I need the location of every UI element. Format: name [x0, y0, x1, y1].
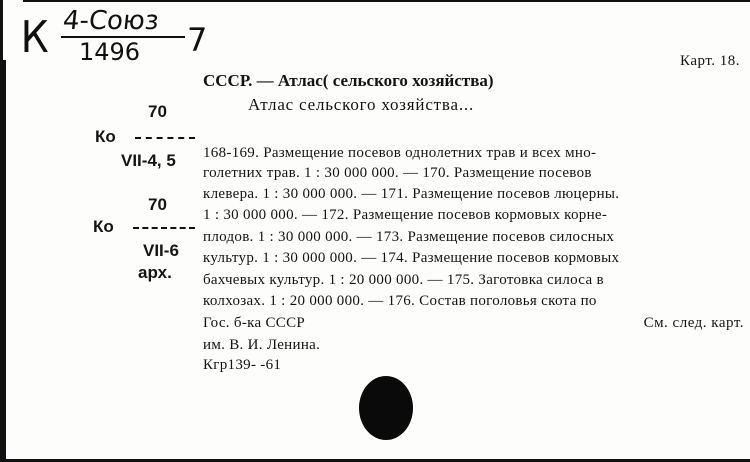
- call-number-1-prefix: Ко: [95, 127, 116, 146]
- handwritten-prefix: К: [20, 12, 49, 63]
- call-number-2-top: 70: [148, 195, 167, 214]
- body-line: 168-169. Размещение посевов однолетних трав и всех мно-: [203, 145, 597, 161]
- body-line: колхозах. 1 : 20 000 000. — 176. Состав поголовья скота по: [203, 293, 597, 309]
- see-next-card-note: См. след. карт.: [643, 315, 744, 331]
- handwritten-suffix: 7: [187, 21, 208, 59]
- body-line: голетних трав. 1 : 30 000 000. — 170. Размещение посевов: [203, 165, 592, 181]
- body-line: клевера. 1 : 30 000 000. — 171. Размещение посевов люцерны.: [203, 186, 620, 202]
- body-line: бахчевых культур. 1 : 20 000 000. — 175. Заготовка силоса в: [203, 272, 604, 288]
- card-left-border: [3, 60, 6, 460]
- library-name-line: им. В. И. Ленина.: [203, 337, 321, 353]
- card-subtitle: Атлас сельского хозяйства...: [248, 95, 474, 114]
- call-number-1-top: 70: [148, 102, 167, 121]
- call-number-1-divider: [135, 137, 195, 139]
- call-number-2-extra: арх.: [138, 263, 172, 282]
- card-title: СССР. — Атлас( сельского хозяйства): [203, 71, 494, 90]
- body-line: плодов. 1 : 30 000 000. — 173. Размещение посевов силосных: [203, 229, 615, 245]
- call-number-2-prefix: Ко: [93, 217, 114, 236]
- card-label: Карт. 18.: [680, 53, 740, 69]
- call-number-2-bottom: VII-6: [143, 241, 179, 260]
- handwritten-numerator: 4-Союз: [61, 6, 161, 36]
- call-number-1-bottom: VII-4, 5: [121, 151, 176, 170]
- body-line: 1 : 30 000 000. — 172. Размещение посевов кормовых корне-: [203, 207, 608, 223]
- handwritten-denominator: 1496: [79, 38, 141, 66]
- call-number-2-divider: [133, 227, 195, 229]
- card-print-code: Кгр139- -61: [203, 357, 282, 373]
- punch-hole: [359, 376, 413, 440]
- library-name-line: Гос. б-ка СССР: [203, 315, 306, 331]
- body-line: культур. 1 : 30 000 000. — 174. Размещение посевов кормовых: [203, 250, 620, 266]
